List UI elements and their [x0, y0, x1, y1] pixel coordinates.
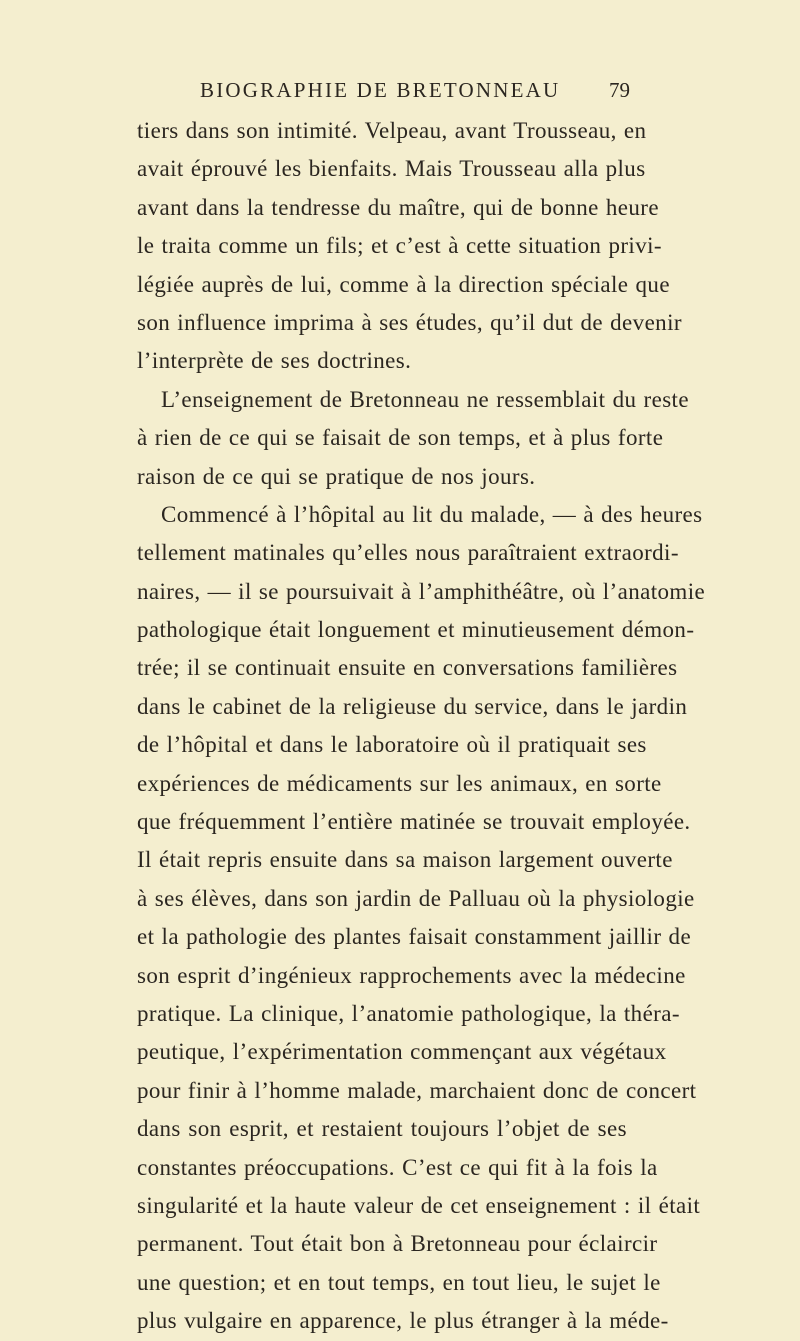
- running-head: BIOGRAPHIE DE BRETONNEAU: [200, 78, 561, 102]
- text-line: pathologique était longuement et minutieusement démon-: [137, 617, 695, 643]
- text-line: constantes préoccupations. C’est ce qui fit à la fois la: [137, 1154, 658, 1180]
- text-line: une question; et en tout temps, en tout lieu, le sujet le: [137, 1269, 661, 1295]
- text-line: tiers dans son intimité. Velpeau, avant Trousseau, en: [137, 118, 647, 143]
- text-line: son influence imprima à ses études, qu’il dut de devenir: [137, 309, 682, 335]
- text-line: expériences de médicaments sur les animaux, en sorte: [137, 770, 662, 796]
- text-line: L’enseignement de Bretonneau ne ressemblait du reste: [161, 386, 689, 412]
- text-line: à rien de ce qui se faisait de son temps, et à plus forte: [137, 425, 664, 451]
- text-line: pratique. La clinique, l’anatomie pathologique, la théra-: [137, 1000, 680, 1026]
- text-line: dans son esprit, et restaient toujours l’objet de ses: [137, 1116, 627, 1142]
- text-line: trée; il se continuait ensuite en conversations familières: [137, 655, 678, 681]
- text-line: de l’hôpital et dans le laboratoire où il pratiquait ses: [137, 732, 647, 758]
- text-line: naires, — il se poursuivait à l’amphithéâtre, où l’anatomie: [137, 578, 706, 604]
- text-line: légiée auprès de lui, comme à la direction spéciale que: [137, 271, 670, 297]
- text-line: peutique, l’expérimentation commençant aux végétaux: [137, 1039, 667, 1065]
- page-number: 79: [609, 78, 630, 102]
- text-line: avant dans la tendresse du maître, qui de bonne heure: [137, 194, 659, 220]
- text-line: que fréquemment l’entière matinée se trouvait employée.: [137, 809, 691, 835]
- text-line: et la pathologie des plantes faisait constamment jaillir de: [137, 924, 692, 950]
- text-line: tellement matinales qu’elles nous paraîtraient extraordi-: [137, 540, 679, 566]
- text-line: Commencé à l’hôpital au lit du malade, — à des heures: [161, 501, 703, 527]
- text-line: dans le cabinet de la religieuse du service, dans le jardin: [137, 693, 688, 719]
- text-line: l’interprète de ses doctrines.: [137, 348, 412, 374]
- text-line: avait éprouvé les bienfaits. Mais Trousseau alla plus: [137, 156, 646, 182]
- text-line: Il était repris ensuite dans sa maison largement ouverte: [137, 847, 673, 873]
- text-line: raison de ce qui se pratique de nos jours.: [137, 463, 536, 489]
- text-line: plus vulgaire en apparence, le plus étranger à la méde-: [137, 1308, 669, 1334]
- text-line: singularité et la haute valeur de cet enseignement : il était: [137, 1192, 701, 1218]
- text-line: son esprit d’ingénieux rapprochements avec la médecine: [137, 962, 686, 988]
- body-text: [137, 112, 706, 1341]
- text-line: pour finir à l’homme malade, marchaient donc de concert: [137, 1077, 697, 1103]
- text-line: le traita comme un fils; et c’est à cette situation privi-: [137, 233, 662, 259]
- text-line: permanent. Tout était bon à Bretonneau pour éclaircir: [137, 1231, 658, 1257]
- text-line: à ses élèves, dans son jardin de Palluau où la physiologie: [137, 885, 695, 911]
